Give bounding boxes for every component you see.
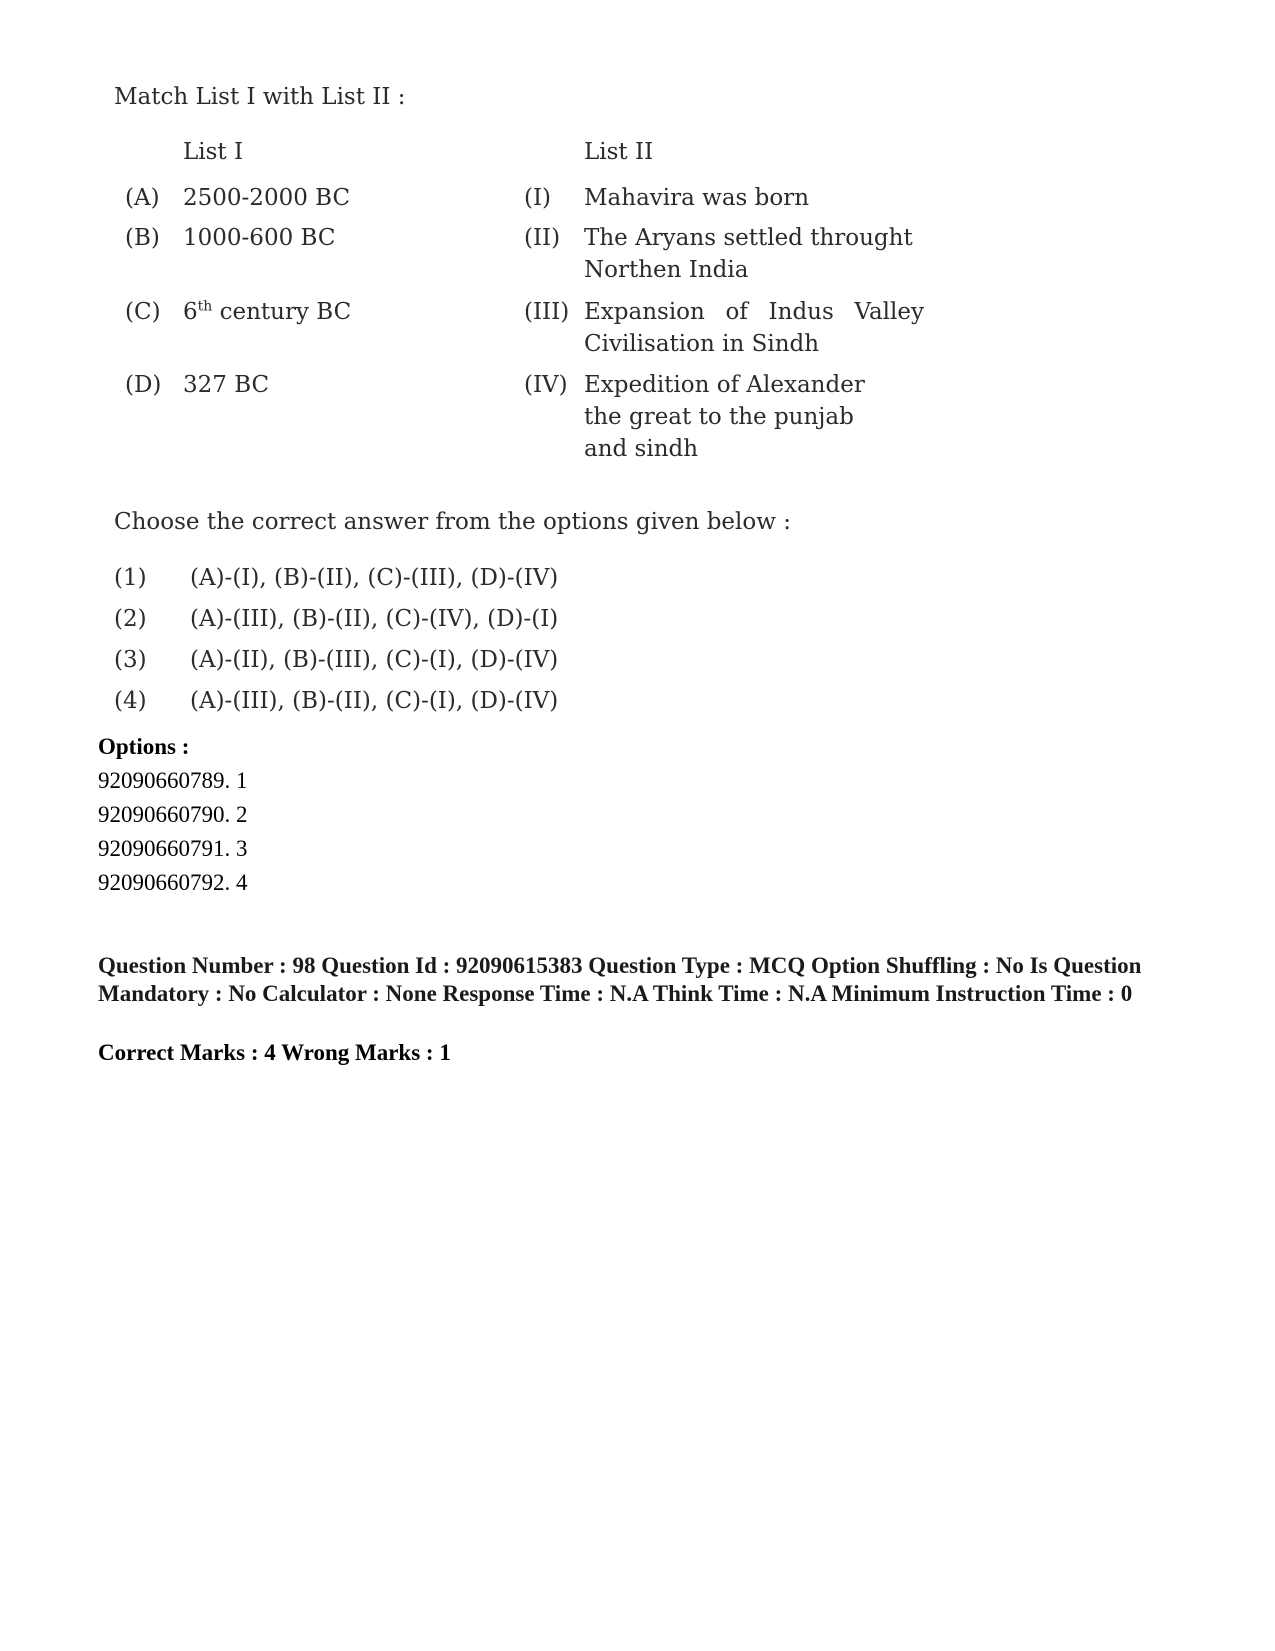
list1-label-d: (D) xyxy=(125,372,162,398)
list2-label-iii: (III) xyxy=(524,299,570,325)
list1-item-b: 1000-600 BC xyxy=(183,225,336,251)
list2-item-i: Mahavira was born xyxy=(584,185,810,211)
option-item-2: 92090660790. 2 xyxy=(98,802,248,827)
list2-label-iv: (IV) xyxy=(524,372,568,398)
choose-prompt: Choose the correct answer from the options given below : xyxy=(114,509,791,535)
list1-header: List I xyxy=(183,139,244,165)
next-question-marks: Correct Marks : 4 Wrong Marks : 1 xyxy=(98,1040,451,1065)
choice-text-1: (A)-(I), (B)-(II), (C)-(III), (D)-(IV) xyxy=(190,565,559,591)
question-prompt: Match List I with List II : xyxy=(114,84,406,110)
list1-item-a: 2500-2000 BC xyxy=(183,185,351,211)
list1-item-c-superscript: th xyxy=(197,298,213,315)
list2-item-iv: Expedition of Alexander the great to the punjab and sindh xyxy=(584,372,865,462)
list1-item-c-rest: century BC xyxy=(212,299,352,325)
choice-label-2: (2) xyxy=(114,606,147,632)
list1-item-d: 327 BC xyxy=(183,372,270,398)
option-item-4: 92090660792. 4 xyxy=(98,870,248,895)
list1-label-a: (A) xyxy=(125,185,160,211)
list1-item-c xyxy=(183,296,351,328)
choice-label-3: (3) xyxy=(114,647,147,673)
list1-item-c-number: 6 xyxy=(183,299,198,325)
list2-label-i: (I) xyxy=(524,185,552,211)
list2-item-iii: Expansion of Indus Valley Civilisation in Sindh xyxy=(584,299,924,357)
choice-label-4: (4) xyxy=(114,688,147,714)
choice-text-3: (A)-(II), (B)-(III), (C)-(I), (D)-(IV) xyxy=(190,647,559,673)
options-heading: Options : xyxy=(98,734,190,759)
list2-header: List II xyxy=(584,139,654,165)
next-question-meta: Question Number : 98 Question Id : 92090615383 Question Type : MCQ Option Shuffling : No Is Question Mandatory : No Calculator : None Response Time : N.A Think Time : N.A Minimum Instruction Time : 0 xyxy=(98,953,1142,1006)
list1-label-c: (C) xyxy=(125,299,161,325)
list2-label-ii: (II) xyxy=(524,225,561,251)
choice-text-4: (A)-(III), (B)-(II), (C)-(I), (D)-(IV) xyxy=(190,688,559,714)
option-item-3: 92090660791. 3 xyxy=(98,836,248,861)
choice-text-2: (A)-(III), (B)-(II), (C)-(IV), (D)-(I) xyxy=(190,606,559,632)
option-item-1: 92090660789. 1 xyxy=(98,768,248,793)
list2-item-ii: The Aryans settled throught Northen India xyxy=(584,225,913,283)
list1-label-b: (B) xyxy=(125,225,160,251)
choice-label-1: (1) xyxy=(114,565,147,591)
